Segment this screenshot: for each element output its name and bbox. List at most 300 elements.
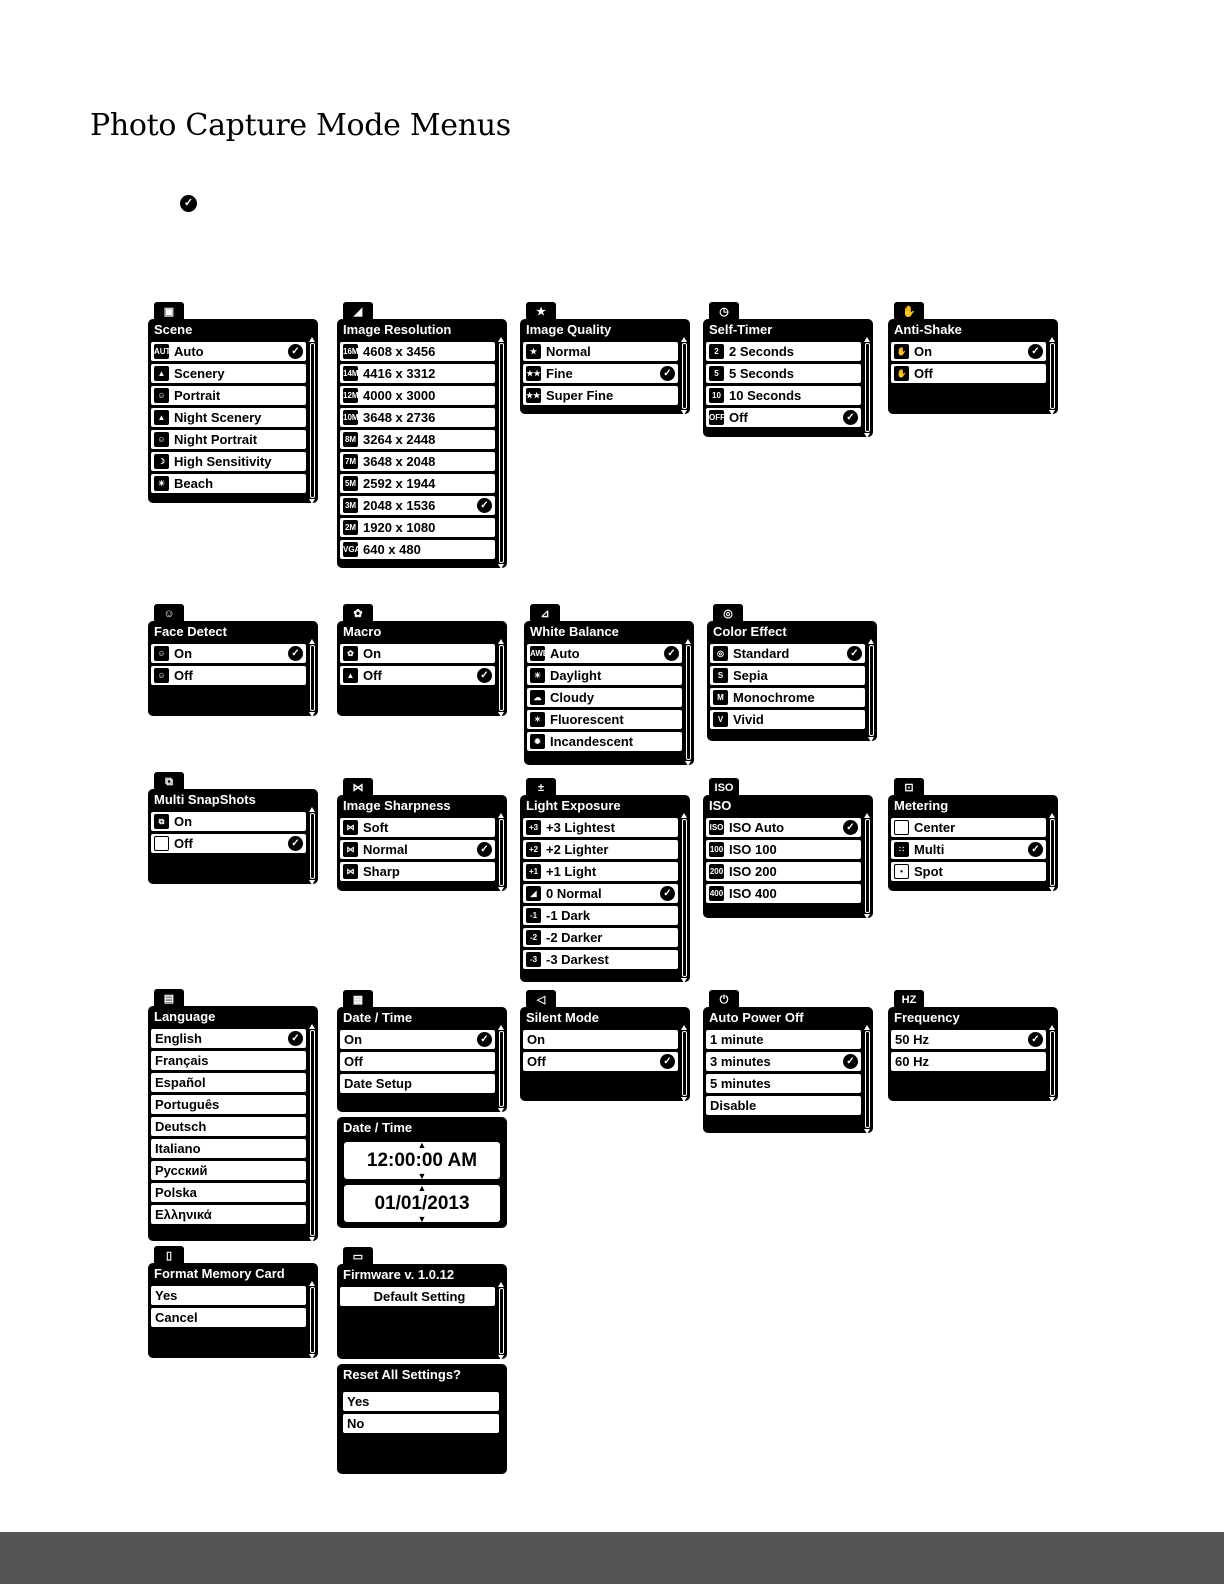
scrollbar[interactable]: [499, 1031, 504, 1107]
metering-icon: ⊡: [894, 778, 924, 798]
page-title: Photo Capture Mode Menus: [90, 108, 511, 143]
option-icon: ☺: [154, 646, 169, 661]
menu-title: Metering: [894, 798, 949, 813]
menu-item-label: On: [363, 646, 382, 661]
self-timer-menu: [703, 302, 873, 437]
option-icon: ☺: [154, 388, 169, 403]
menu-item-label: On: [174, 814, 193, 829]
menu-title: Anti-Shake: [894, 322, 962, 337]
checkmark-icon: ✓: [1028, 344, 1043, 359]
menu-item[interactable]: [340, 386, 495, 405]
menu-item[interactable]: [340, 540, 495, 559]
scrollbar[interactable]: [686, 645, 691, 760]
menu-title: Light Exposure: [526, 798, 621, 813]
menu-item-label: +3 Lightest: [546, 820, 615, 835]
menu-item-label: 2 Seconds: [729, 344, 795, 359]
menu-item[interactable]: [151, 1139, 306, 1158]
white-balance-icon: ⊿: [530, 604, 560, 624]
menu-item-label: Multi: [914, 842, 945, 857]
menu-item-label: Beach: [174, 476, 214, 491]
option-icon: [894, 820, 909, 835]
scrollbar[interactable]: [865, 1031, 870, 1128]
option-icon: -3: [526, 952, 541, 967]
menu-item-label: Off: [527, 1054, 546, 1069]
menu-item[interactable]: [523, 928, 678, 947]
checkmark-icon: ✓: [477, 498, 492, 513]
menu-item[interactable]: [523, 342, 678, 361]
menu-item-label: Monochrome: [733, 690, 815, 705]
option-icon: ☀: [154, 476, 169, 491]
menu-item[interactable]: [523, 884, 678, 903]
option-icon: ✋: [894, 344, 909, 359]
scrollbar[interactable]: [1050, 1031, 1055, 1096]
menu-item[interactable]: [151, 430, 306, 449]
menu-item[interactable]: [151, 1183, 306, 1202]
menu-item-label: 4416 x 3312: [363, 366, 436, 381]
menu-item-label: 3264 x 2448: [363, 432, 436, 447]
menu-item[interactable]: [340, 518, 495, 537]
multi-shot-icon: ⧉: [154, 772, 184, 792]
option-icon: 8M: [343, 432, 358, 447]
menu-item[interactable]: [523, 386, 678, 405]
menu-item-label: Yes: [347, 1394, 370, 1409]
option-icon: 200: [709, 864, 724, 879]
menu-item-label: Default Setting: [373, 1289, 466, 1304]
option-icon: ▲: [343, 668, 358, 683]
menu-title: Face Detect: [154, 624, 227, 639]
menu-item[interactable]: [706, 1052, 861, 1071]
option-icon: ∷: [894, 842, 909, 857]
option-icon: +1: [526, 864, 541, 879]
menu-item[interactable]: [340, 496, 495, 515]
menu-item[interactable]: [340, 840, 495, 859]
menu-title: Image Quality: [526, 322, 612, 337]
menu-item[interactable]: [527, 666, 682, 685]
menu-item[interactable]: [706, 408, 861, 427]
menu-item[interactable]: [151, 1029, 306, 1048]
menu-item[interactable]: [343, 1414, 499, 1433]
menu-item[interactable]: [151, 474, 306, 493]
menu-item[interactable]: [710, 666, 865, 685]
checkmark-icon: ✓: [843, 1054, 858, 1069]
menu-item-label: Off: [174, 836, 193, 851]
checkmark-icon: ✓: [660, 366, 675, 381]
option-icon: ⋈: [343, 864, 358, 879]
menu-title: Auto Power Off: [709, 1010, 804, 1025]
option-icon: ☁: [530, 690, 545, 705]
menu-item-label: +1 Light: [546, 864, 597, 879]
menu-item-label: ISO 200: [729, 864, 777, 879]
menu-title: ISO: [709, 798, 732, 813]
menu-item[interactable]: [340, 1052, 495, 1071]
menu-item[interactable]: [706, 342, 861, 361]
speaker-mute-icon: ◁: [526, 990, 556, 1010]
option-icon: +2: [526, 842, 541, 857]
menu-item[interactable]: [706, 386, 861, 405]
menu-item-label: Standard: [733, 646, 790, 661]
option-icon: ✿: [343, 646, 358, 661]
menu-item-label: Off: [174, 668, 193, 683]
menu-item[interactable]: [891, 862, 1046, 881]
metering-menu: [888, 778, 1058, 891]
menu-item[interactable]: [706, 364, 861, 383]
macro-menu: [337, 604, 507, 716]
checkmark-icon: ✓: [843, 410, 858, 425]
menu-title: Date / Time: [343, 1120, 413, 1135]
option-icon: 2M: [343, 520, 358, 535]
checkmark-icon: ✓: [843, 820, 858, 835]
menu-item-label: Polska: [155, 1185, 197, 1200]
scrollbar[interactable]: [682, 1031, 687, 1096]
checkmark-icon: ✓: [477, 1032, 492, 1047]
star-icon: ★: [526, 302, 556, 322]
footer-bar: [0, 1532, 1224, 1584]
menu-item[interactable]: [151, 342, 306, 361]
color-effect-menu: [707, 604, 877, 741]
menu-item[interactable]: [151, 1095, 306, 1114]
scrollbar[interactable]: [499, 645, 504, 711]
menu-item-label: Center: [914, 820, 956, 835]
hz-icon: HZ: [894, 990, 924, 1010]
checkmark-icon: ✓: [288, 1031, 303, 1046]
menu-item[interactable]: [340, 644, 495, 663]
option-icon: 7M: [343, 454, 358, 469]
menu-item-label: 1920 x 1080: [363, 520, 436, 535]
menu-item-label: Sepia: [733, 668, 768, 683]
menu-item[interactable]: [523, 950, 678, 969]
menu-title: Date / Time: [343, 1010, 413, 1025]
menu-title: Format Memory Card: [154, 1266, 285, 1281]
menu-item-label: On: [174, 646, 193, 661]
menu-item[interactable]: [523, 1030, 678, 1049]
checkmark-icon: ✓: [664, 646, 679, 661]
image-resolution-menu: [337, 302, 507, 568]
menu-title: Scene: [154, 322, 193, 337]
menu-item[interactable]: [151, 452, 306, 471]
option-icon: VGA: [343, 542, 358, 557]
scrollbar[interactable]: [310, 645, 315, 711]
menu-item-label: -1 Dark: [546, 908, 591, 923]
checkmark-icon: ✓: [288, 344, 303, 359]
option-icon: ⋈: [343, 820, 358, 835]
checkmark-icon: ✓: [288, 646, 303, 661]
menu-item-label: 4000 x 3000: [363, 388, 436, 403]
menu-item[interactable]: [523, 840, 678, 859]
menu-item[interactable]: [891, 1030, 1046, 1049]
menu-item-label: No: [347, 1416, 365, 1431]
frequency-menu: [888, 990, 1058, 1101]
menu-item-label: Auto: [550, 646, 580, 661]
menu-item-label: 5 Seconds: [729, 366, 795, 381]
menu-item[interactable]: [710, 644, 865, 663]
menu-item[interactable]: [523, 818, 678, 837]
menu-item[interactable]: [340, 364, 495, 383]
menu-item[interactable]: [891, 342, 1046, 361]
menu-item[interactable]: [527, 688, 682, 707]
timer-icon: ◷: [709, 302, 739, 322]
menu-item[interactable]: [523, 364, 678, 383]
menu-item-label: Русский: [155, 1163, 208, 1178]
option-icon: ☽: [154, 454, 169, 469]
menu-item-label: Off: [914, 366, 933, 381]
menu-item-label: Yes: [155, 1288, 178, 1303]
option-icon: AWB: [530, 646, 545, 661]
firmware-menu: [337, 1247, 507, 1359]
menu-item-label: 10 Seconds: [729, 388, 802, 403]
flower-icon: ✿: [343, 604, 373, 624]
option-icon: ◢: [526, 886, 541, 901]
menu-item-label: Deutsch: [155, 1119, 207, 1134]
option-icon: ★: [526, 344, 541, 359]
speech-bubble-icon: ▤: [154, 989, 184, 1009]
menu-item[interactable]: [340, 474, 495, 493]
scrollbar[interactable]: [310, 1030, 315, 1236]
option-icon: S: [713, 668, 728, 683]
menu-item-label: 3648 x 2736: [363, 410, 436, 425]
menu-item[interactable]: [340, 818, 495, 837]
menu-item-label: 3 minutes: [710, 1054, 771, 1069]
menu-item-label: Date Setup: [344, 1076, 412, 1091]
menu-item[interactable]: [151, 1205, 306, 1224]
white-balance-menu: [524, 604, 694, 765]
anti-shake-menu: [888, 302, 1058, 414]
menu-item[interactable]: [527, 732, 682, 751]
menu-item-label: Ελληνικά: [155, 1207, 212, 1222]
menu-item-label: Español: [155, 1075, 206, 1090]
menu-item-label: 1 minute: [710, 1032, 764, 1047]
menu-item[interactable]: [706, 818, 861, 837]
menu-item-label: English: [155, 1031, 202, 1046]
checkmark-icon: ✓: [477, 668, 492, 683]
menu-item-label: 2592 x 1944: [363, 476, 436, 491]
silent-mode-menu: [520, 990, 690, 1101]
menu-item-label: On: [914, 344, 933, 359]
menu-item-label: Fluorescent: [550, 712, 624, 727]
menu-title: Image Resolution: [343, 322, 452, 337]
menu-title: Firmware v. 1.0.12: [343, 1267, 455, 1282]
menu-item-label: Disable: [710, 1098, 757, 1113]
menu-item[interactable]: [706, 1096, 861, 1115]
menu-item-label: Cloudy: [550, 690, 595, 705]
scene-icon: ▣: [154, 302, 184, 322]
menu-item[interactable]: [523, 906, 678, 925]
option-icon: ☺: [154, 432, 169, 447]
menu-item[interactable]: [151, 1161, 306, 1180]
menu-title: Multi SnapShots: [154, 792, 256, 807]
menu-item-label: Night Scenery: [174, 410, 262, 425]
menu-item[interactable]: [706, 840, 861, 859]
menu-item-label: ISO Auto: [729, 820, 785, 835]
menu-item[interactable]: [527, 644, 682, 663]
calendar-icon: ▦: [343, 990, 373, 1010]
firmware-icon: ▭: [343, 1247, 373, 1267]
menu-item-label: 3648 x 2048: [363, 454, 436, 469]
option-icon: ★★: [526, 366, 541, 381]
scrollbar[interactable]: [499, 343, 504, 563]
multi-snapshots-menu: [148, 772, 318, 884]
menu-item[interactable]: [343, 1392, 499, 1411]
menu-item-label: Off: [363, 668, 382, 683]
menu-item-label: Soft: [363, 820, 389, 835]
menu-item[interactable]: [710, 710, 865, 729]
menu-item[interactable]: [523, 862, 678, 881]
date-time-setup-panel: [337, 1117, 507, 1228]
menu-item-label: ISO 400: [729, 886, 777, 901]
menu-item[interactable]: [151, 812, 306, 831]
menu-item-label: 60 Hz: [895, 1054, 929, 1069]
option-icon: AUTO: [154, 344, 169, 359]
memory-card-icon: ▯: [154, 1246, 184, 1266]
option-icon: [154, 836, 169, 851]
menu-item[interactable]: [151, 1286, 306, 1305]
option-icon: •: [894, 864, 909, 879]
sharpness-icon: ⋈: [343, 778, 373, 798]
menu-item-label: Italiano: [155, 1141, 201, 1156]
menu-title: Macro: [343, 624, 382, 639]
checkmark-circle-icon: ✓: [180, 195, 197, 212]
menu-item-label: Normal: [546, 344, 591, 359]
menu-item[interactable]: [151, 1051, 306, 1070]
light-exposure-menu: [520, 778, 690, 982]
format-memory-card-menu: [148, 1246, 318, 1358]
menu-item[interactable]: [340, 1030, 495, 1049]
option-icon: -2: [526, 930, 541, 945]
menu-item[interactable]: [151, 644, 306, 663]
menu-title: Reset All Settings?: [343, 1367, 461, 1382]
menu-item-label: On: [344, 1032, 363, 1047]
scrollbar[interactable]: [310, 1287, 315, 1353]
checkmark-icon: ✓: [660, 886, 675, 901]
option-icon: OFF: [709, 410, 724, 425]
color-effect-icon: ◎: [713, 604, 743, 624]
menu-item-label: ISO 100: [729, 842, 777, 857]
option-icon: ◎: [713, 646, 728, 661]
menu-item[interactable]: [340, 862, 495, 881]
menu-item-label: Normal: [363, 842, 408, 857]
menu-item-label: Portrait: [174, 388, 221, 403]
menu-item[interactable]: [891, 1052, 1046, 1071]
menu-title: Self-Timer: [709, 322, 773, 337]
checkmark-icon: ✓: [477, 842, 492, 857]
menu-item[interactable]: [340, 452, 495, 471]
menu-item[interactable]: [891, 818, 1046, 837]
scrollbar[interactable]: [869, 645, 874, 736]
menu-item-label: High Sensitivity: [174, 454, 272, 469]
menu-item[interactable]: [891, 840, 1046, 859]
menu-item[interactable]: [706, 884, 861, 903]
option-icon: 5M: [343, 476, 358, 491]
option-icon: +3: [526, 820, 541, 835]
menu-item[interactable]: [527, 710, 682, 729]
scrollbar[interactable]: [310, 813, 315, 879]
option-icon: M: [713, 690, 728, 705]
menu-item[interactable]: [891, 364, 1046, 383]
menu-item[interactable]: [151, 364, 306, 383]
scrollbar[interactable]: [499, 1288, 504, 1354]
menu-item[interactable]: [340, 430, 495, 449]
option-icon: ⧉: [154, 814, 169, 829]
scrollbar[interactable]: [310, 343, 315, 498]
menu-item-label: Português: [155, 1097, 220, 1112]
scrollbar[interactable]: [865, 819, 870, 913]
option-icon: 5: [709, 366, 724, 381]
menu-item-label: Incandescent: [550, 734, 634, 749]
menu-item-label: 0 Normal: [546, 886, 602, 901]
option-icon: ★★★: [526, 388, 541, 403]
checkmark-icon: ✓: [288, 836, 303, 851]
menu-item[interactable]: [710, 688, 865, 707]
option-icon: ☀: [530, 668, 545, 683]
menu-item-label: On: [527, 1032, 546, 1047]
menu-item-label: 5 minutes: [710, 1076, 771, 1091]
reset-settings-menu: [337, 1364, 507, 1474]
menu-item[interactable]: [151, 1308, 306, 1327]
menu-item[interactable]: [340, 1287, 495, 1306]
menu-title: Color Effect: [713, 624, 787, 639]
menu-item[interactable]: [706, 862, 861, 881]
menu-item-label: Daylight: [550, 668, 602, 683]
option-icon: 2: [709, 344, 724, 359]
menu-item[interactable]: [340, 408, 495, 427]
option-icon: 12M: [343, 388, 358, 403]
scene-menu: [148, 302, 318, 503]
scrollbar[interactable]: [1050, 819, 1055, 886]
option-icon: 10M: [343, 410, 358, 425]
option-icon: ✋: [894, 366, 909, 381]
menu-item-label: Super Fine: [546, 388, 614, 403]
menu-item[interactable]: [151, 386, 306, 405]
menu-item-label: +2 Lighter: [546, 842, 609, 857]
option-icon: ☺: [154, 668, 169, 683]
menu-item-label: 2048 x 1536: [363, 498, 436, 513]
scrollbar[interactable]: [1050, 343, 1055, 409]
scrollbar[interactable]: [682, 343, 687, 409]
menu-item[interactable]: [151, 1117, 306, 1136]
scrollbar[interactable]: [682, 819, 687, 977]
menu-item-label: Vivid: [733, 712, 764, 727]
menu-item[interactable]: [340, 666, 495, 685]
menu-item[interactable]: [706, 1074, 861, 1093]
menu-item-label: 4608 x 3456: [363, 344, 436, 359]
menu-item[interactable]: [340, 1074, 495, 1093]
time-spinner[interactable]: [344, 1142, 500, 1179]
option-icon: ✶: [530, 712, 545, 727]
date-spinner[interactable]: [344, 1185, 500, 1222]
scrollbar[interactable]: [499, 819, 504, 886]
menu-title: Image Sharpness: [343, 798, 451, 813]
menu-item-label: -3 Darkest: [546, 952, 609, 967]
checkmark-icon: ✓: [1028, 1032, 1043, 1047]
power-icon: ⏻: [709, 990, 739, 1010]
menu-item-label: 50 Hz: [895, 1032, 929, 1047]
menu-item[interactable]: [151, 666, 306, 685]
menu-item-label: Fine: [546, 366, 573, 381]
scrollbar[interactable]: [865, 343, 870, 432]
menu-item[interactable]: [523, 1052, 678, 1071]
menu-item-label: Français: [155, 1053, 209, 1068]
option-icon: 400: [709, 886, 724, 901]
menu-item[interactable]: [340, 342, 495, 361]
menu-item[interactable]: [706, 1030, 861, 1049]
date-time-menu: [337, 990, 507, 1112]
menu-item[interactable]: [151, 1073, 306, 1092]
menu-item[interactable]: [151, 834, 306, 853]
checkmark-icon: ✓: [847, 646, 862, 661]
checkmark-icon: ✓: [1028, 842, 1043, 857]
menu-item[interactable]: [151, 408, 306, 427]
option-icon: 100: [709, 842, 724, 857]
hand-icon: ✋: [894, 302, 924, 322]
